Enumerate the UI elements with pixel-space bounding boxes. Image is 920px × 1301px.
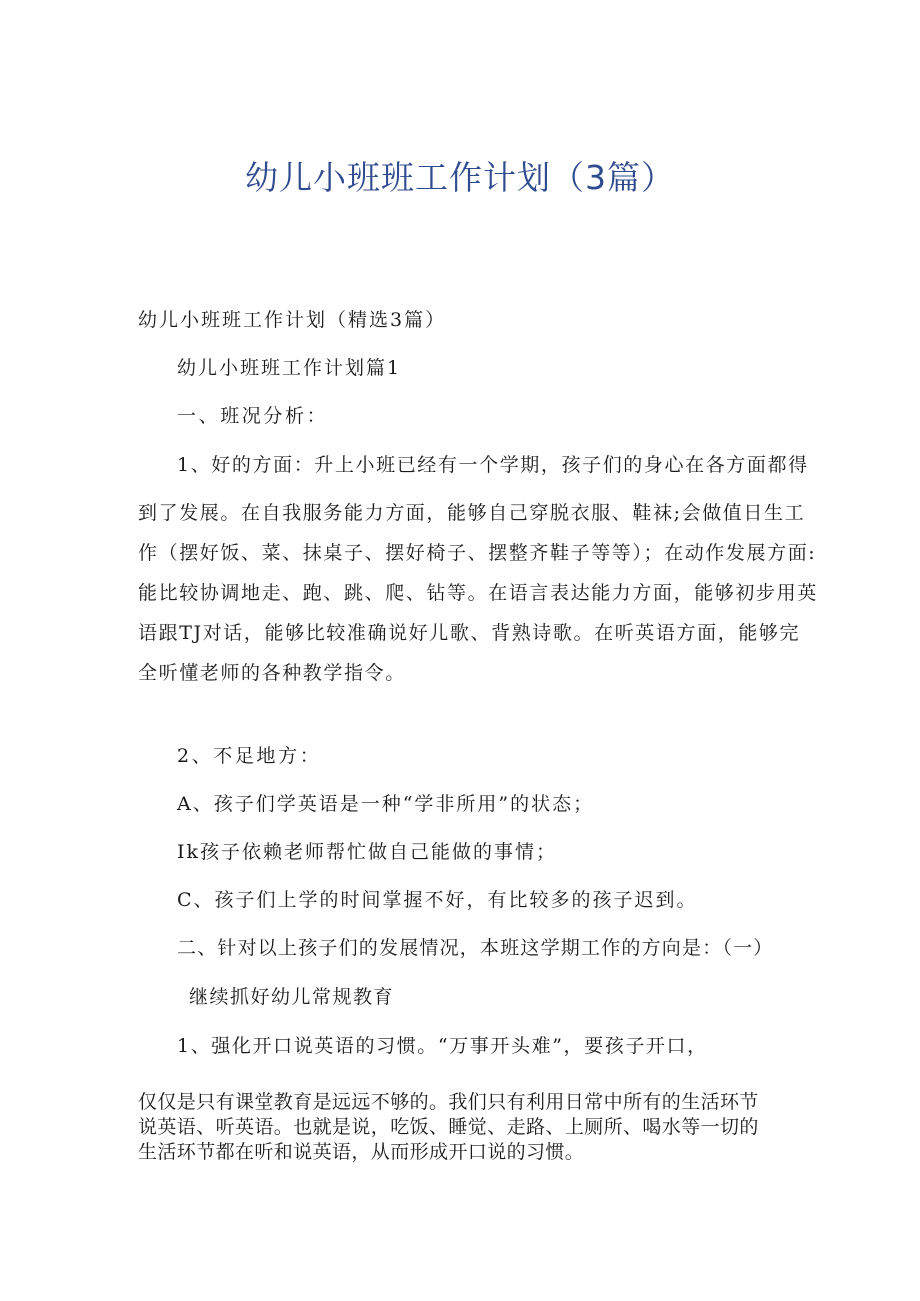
shortcoming-a: A、孩子们学英语是一种“学非所用”的状态； — [177, 793, 595, 815]
good-points-line: 语跟TJ对话，能够比较准确说好儿歌、背熟诗歌。在听英语方面，能够完 — [138, 622, 801, 644]
sub-heading: 继续抓好幼儿常规教育 — [189, 986, 395, 1008]
point1-text: 1、强化开口说英语的习惯。“万事开头难”，要孩子开口， — [177, 1035, 708, 1057]
good-points-line: 到了发展。在自我服务能力方面，能够自己穿脱衣服、鞋袜;会做值日生工 — [138, 502, 806, 524]
shortcoming-c: C、孩子们上学的时间掌握不好，有比较多的孩子迟到。 — [177, 889, 698, 911]
document-title: 幼儿小班班工作计划（3篇） — [245, 158, 675, 197]
section-heading: 幼儿小班班工作计划篇1 — [177, 357, 402, 379]
closing-line: 生活环节都在听和说英语，从而形成开口说的习惯。 — [138, 1141, 585, 1163]
document-subtitle: 幼儿小班班工作计划（精选3篇） — [138, 309, 447, 331]
good-points-paragraph-cont — [138, 501, 818, 701]
closing-line: 说英语、听英语。也就是说，吃饭、睡觉、走路、上厕所、喝水等一切的 — [138, 1116, 759, 1138]
part1-heading: 一、班况分析： — [177, 405, 329, 427]
shortcoming-b: Ik孩子依赖老师帮忙做自己能做的事情； — [177, 841, 558, 863]
closing-line: 仅仅是只有课堂教育是远远不够的。我们只有利用日常中所有的生活环节 — [138, 1091, 759, 1113]
part2-heading: 二、针对以上孩子们的发展情况，本班这学期工作的方向是：（一） — [177, 937, 774, 959]
good-points-line: 能比较协调地走、跑、跳、爬、钻等。在语言表达能力方面，能够初步用英 — [138, 582, 818, 604]
good-points-line: 1、好的方面：升上小班已经有一个学期，孩子们的身心在各方面都得 — [177, 454, 809, 476]
good-points-line: 全听懂老师的各种教学指令。 — [138, 662, 406, 684]
closing-paragraph — [138, 1090, 759, 1165]
good-points-line: 作（摆好饭、菜、抹桌子、摆好椅子、摆整齐鞋子等等）；在动作发展方面: — [138, 542, 817, 564]
shortcomings-heading: 2、不足地方： — [177, 745, 322, 767]
good-points-paragraph — [177, 453, 809, 493]
